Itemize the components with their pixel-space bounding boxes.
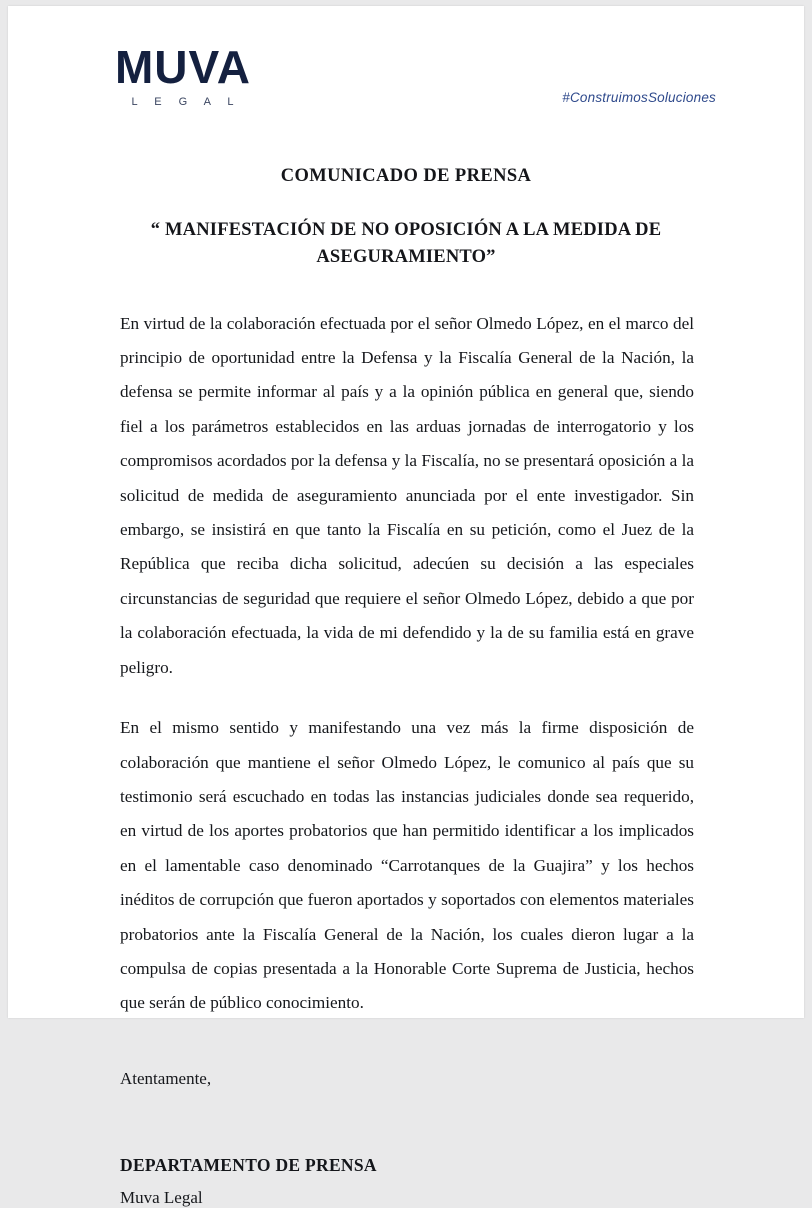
logo-subtext: L E G A L xyxy=(131,96,241,108)
body-paragraph: En el mismo sentido y manifestando una vez más la firme disposición de colaboración que mantiene el señor Olmedo López, le comunico al país que su testimonio será escuchado en todas las instancias judiciales donde sea requerido, en virtud de los aportes probatorios que han permitido identificar a los implicados en el lamentable caso denominado “Carrotanques de la Guajira” y los hechos inéditos de corrupción que fueron aportados y soportados con elementos materiales probatorios ante la Fiscalía General de la Nación, los cuales dieron lugar a la compulsa de copias presentada a la Honorable Corte Suprema de Justicia, hechos que serán de público conocimiento. xyxy=(120,718,694,1013)
document-header xyxy=(8,6,804,126)
body-paragraph: En virtud de la colaboración efectuada por el señor Olmedo López, en el marco del principio de oportunidad entre la Defensa y la Fiscalía General de la Nación, la defensa se permite informar al país y a la opinión pública en general que, siendo fiel a los parámetros establecidos en las arduas jornadas de interrogatorio y los compromisos acordados por la defensa y la Fiscalía, no se presentará oposición a la solicitud de medida de aseguramiento anunciada por el ente investigador. Sin embargo, se insistirá en que tanto la Fiscalía en su petición, como el Juez de la República que reciba dicha solicitud, adecúen su decisión a las especiales circunstancias de seguridad que requiere el señor Olmedo López, debido a que por la colaboración efectuada, la vida de mi defendido y la de su familia está en grave peligro. xyxy=(120,313,694,677)
signature-name: Muva Legal xyxy=(120,1187,203,1207)
signature-department: DEPARTAMENTO DE PRENSA xyxy=(120,1154,377,1175)
page-subtitle: “ MANIFESTACIÓN DE NO OPOSICIÓN A LA MEDIDA DE ASEGURAMIENTO” xyxy=(150,220,662,267)
page-title: COMUNICADO DE PRENSA xyxy=(280,166,532,186)
logo-wordmark: MUVA xyxy=(114,41,252,93)
document-page xyxy=(8,6,804,1207)
document-body xyxy=(120,307,694,1021)
muva-legal-logo xyxy=(108,41,258,108)
brand-tagline: #ConstruimosSoluciones xyxy=(562,90,716,105)
closing-greeting: Atentamente, xyxy=(120,1068,212,1088)
signature-block xyxy=(120,1069,694,1208)
